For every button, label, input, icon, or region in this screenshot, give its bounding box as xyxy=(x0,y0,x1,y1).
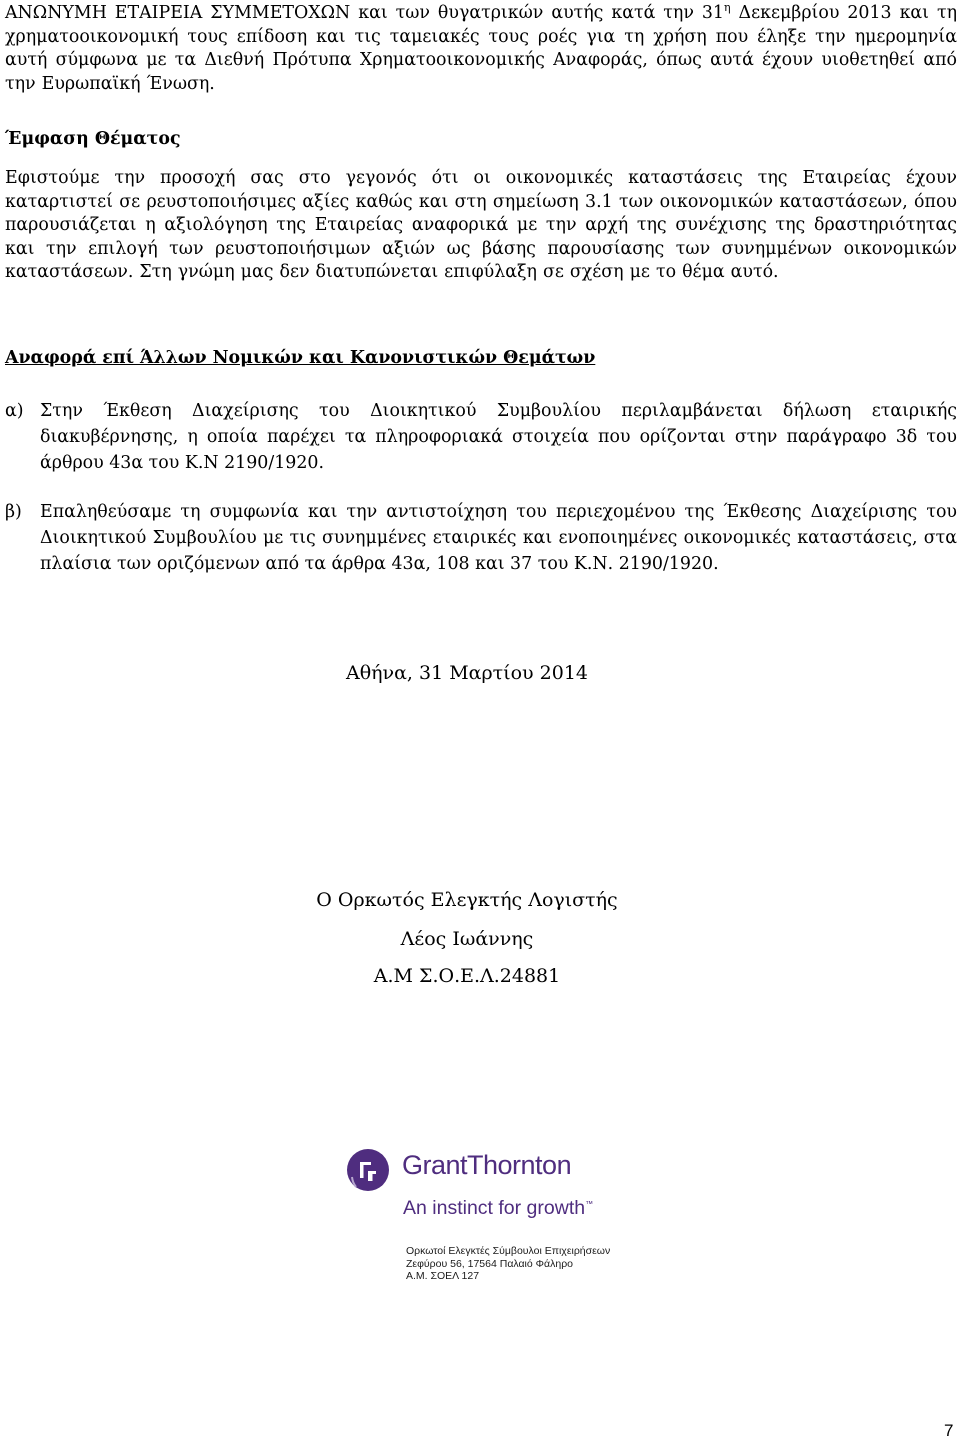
logo-circle xyxy=(347,1149,389,1191)
firm-address: Ζεφύρου 56, 17564 Παλαιό Φάληρο xyxy=(406,1257,574,1270)
signature-name: Λέος Ιωάννης xyxy=(400,928,534,950)
signature-title: Ο Ορκωτός Ελεγκτής Λογιστής xyxy=(316,889,618,911)
firm-registration: Α.Μ. ΣΟΕΛ 127 xyxy=(406,1270,480,1282)
firm-details xyxy=(406,1245,610,1283)
other-matters-heading: Αναφορά επί Άλλων Νομικών και Κανονιστικών Θεμάτων xyxy=(5,348,596,368)
list-item-a xyxy=(5,398,957,476)
firm-stamp xyxy=(330,1130,635,1286)
list-marker: β) xyxy=(5,502,22,522)
signature-registration: Α.Μ Σ.Ο.Ε.Λ.24881 xyxy=(373,965,561,987)
intro-paragraph xyxy=(5,2,957,96)
trademark-symbol: ™ xyxy=(585,1199,594,1209)
intro-text-start: ΑΝΩΝΥΜΗ ΕΤΑΙΡΕΙΑ ΣΥΜΜΕΤΟΧΩΝ και των θυγατρικών αυτής κατά την 31 xyxy=(5,3,724,23)
date-line: Αθήνα, 31 Μαρτίου 2014 xyxy=(345,662,589,684)
tagline-text: An instinct for growth xyxy=(403,1197,586,1219)
list-item-text: Επαληθεύσαμε τη συμφωνία και την αντιστοίχηση του περιεχομένου της Έκθεσης Διαχείρισης του Διοικητικού Συμβουλίου με τις συνημμένες εταιρικές και ενοποιημένες οικονομικές καταστάσεις, στα πλαίσια των οριζόμενων από τα άρθρα 43α, 108 και 37 του Κ.Ν. 2190/1920. xyxy=(40,502,957,574)
intro-superscript: η xyxy=(723,1,731,15)
firm-name: Ορκωτοί Ελεγκτές Σύμβουλοι Επιχειρήσεων xyxy=(406,1245,611,1257)
list-marker: α) xyxy=(5,401,24,421)
emphasis-heading: Έμφαση Θέματος xyxy=(5,129,181,149)
list-item-b xyxy=(5,499,957,577)
list-item-text: Στην Έκθεση Διαχείρισης του Διοικητικού Συμβουλίου περιλαμβάνεται δήλωση εταιρικής διακυβέρνησης, η οποία παρέχει τα πληροφοριακά στοιχεία που ορίζονται στην παράγραφο 3δ του άρθρου 43α του Κ.Ν 2190/1920. xyxy=(40,401,957,473)
brand-tagline xyxy=(403,1197,593,1220)
grant-thornton-logo-icon xyxy=(338,1140,398,1200)
intro-text-end: Δεκεμβρίου 2013 και τη χρηματοοικονομική τους επίδοση και τις ταμειακές τους ροές για τη χρήση που έληξε την ημερομηνία αυτή σύμφωνα με τα Διεθνή Πρότυπα Χρηματοοικονομικής Αναφοράς, όπως αυτά έχουν υιοθετηθεί από την Ευρωπαϊκή Ένωση. xyxy=(5,3,957,94)
emphasis-paragraph: Εφιστούμε την προσοχή σας στο γεγονός ότι οι οικονομικές καταστάσεις της Εταιρείας έχουν καταρτιστεί σε ρευστοποιήσιμες αξίες καθώς και στη σημείωση 3.1 των οικονομικών καταστάσεων, όπου παρουσιάζεται η αξιολόγηση της Εταιρείας αναφορικά με την αρχή της συνέχισης της δραστηριότητας και την επιλογή των ρευστοποιήσιμων αξιών ως βάσης παρουσίασης των συνημμένων οικονομικών καταστάσεων. Στη γνώμη μας δεν διατυπώνεται επιφύλαξη σε σχέση με το θέμα αυτό. xyxy=(5,168,957,283)
page-number: 7 xyxy=(944,1421,954,1440)
brand-name: GrantThornton xyxy=(402,1150,572,1180)
